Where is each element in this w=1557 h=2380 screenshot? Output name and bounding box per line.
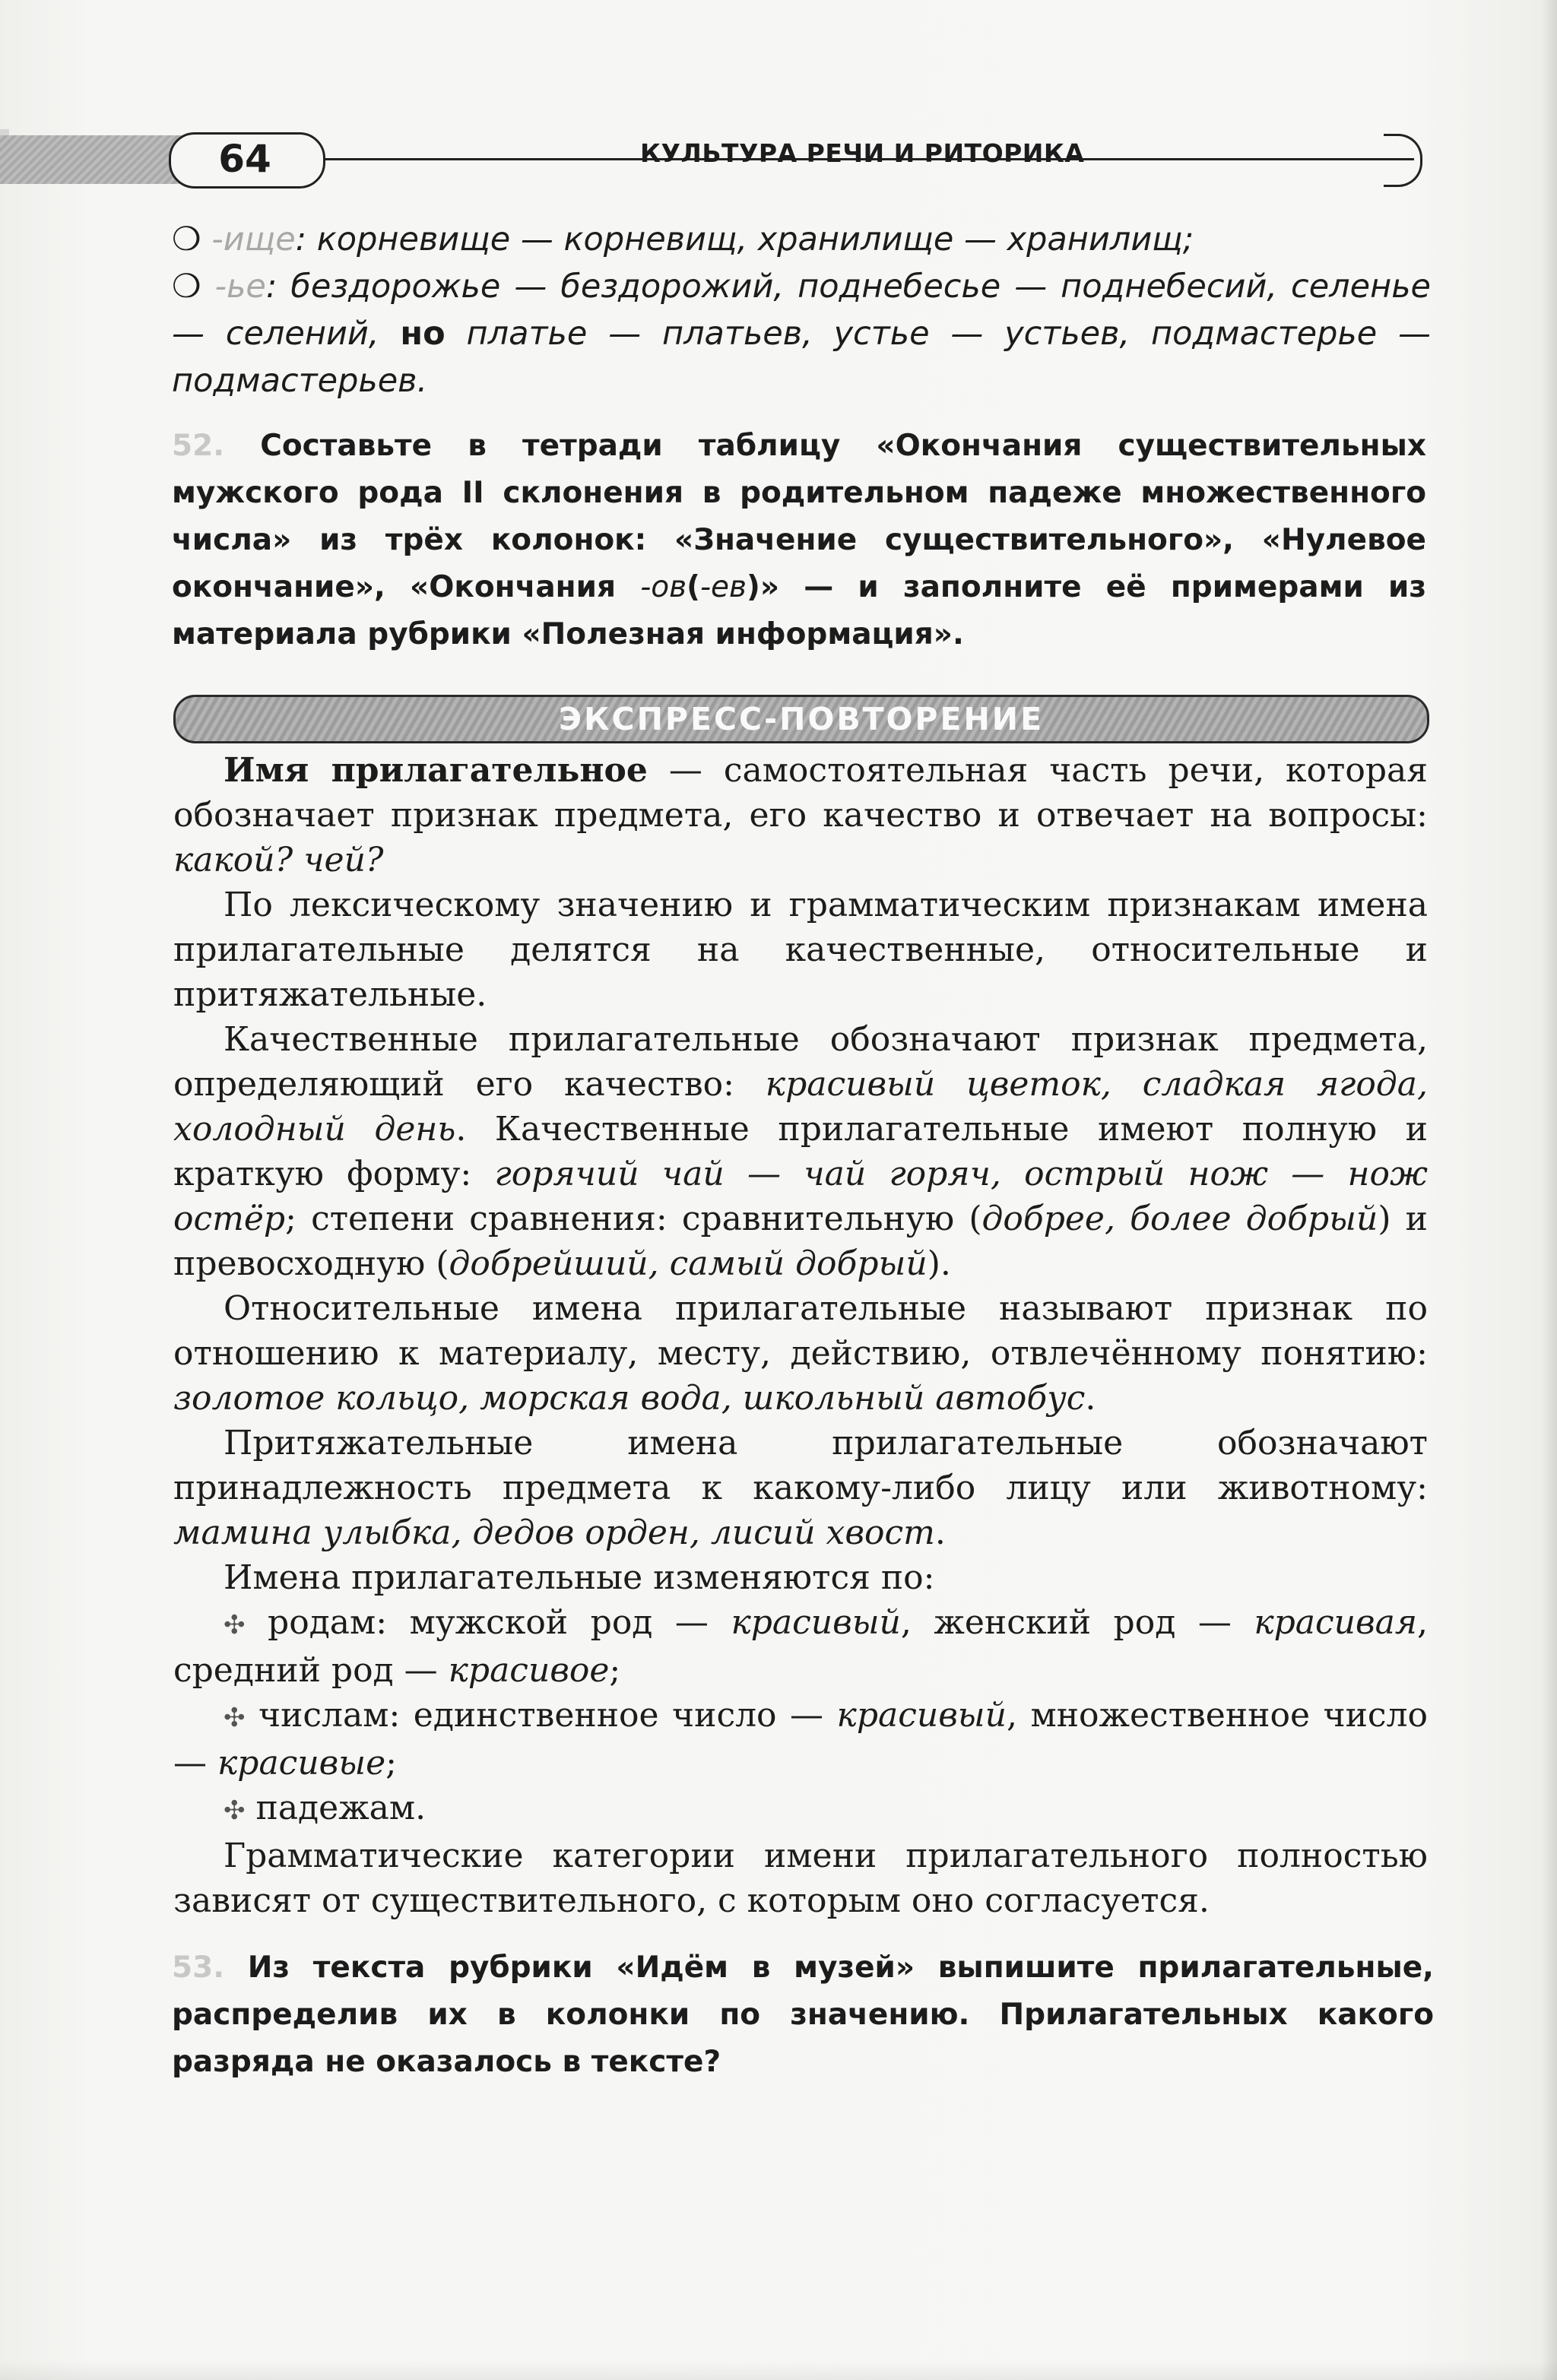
- paragraph-text: , множественное число —: [173, 1696, 1428, 1783]
- header-right-cap: [1384, 134, 1422, 187]
- term: Имя прилагательное: [224, 751, 648, 790]
- conjunction: но: [400, 315, 446, 353]
- paragraph-text: .: [1085, 1379, 1096, 1418]
- task-52: [172, 423, 1426, 658]
- endings-examples: [172, 216, 1431, 404]
- paragraph-text: — самостоятельная часть речи, которая обозначает признак предмета, его качество и отвечает на вопросы:: [173, 751, 1428, 835]
- flower-bullet-icon: ✣: [224, 1610, 246, 1640]
- page-header: [0, 128, 1429, 192]
- example: красивый: [731, 1603, 901, 1642]
- paragraph: [173, 1286, 1428, 1421]
- paragraph: [173, 1017, 1428, 1286]
- task-suffix: -ов: [640, 570, 687, 604]
- endings-line-ishche: [172, 216, 1431, 263]
- paragraph-text: ) и превосходную (: [173, 1200, 1428, 1283]
- paragraph-text: родам: мужской род —: [268, 1603, 731, 1642]
- task-text: Из текста рубрики «Идём в музей» выпишите прилагательные, распределив их в колонки по значению. Прилагательных какого разряда не оказалось в тексте?: [172, 1951, 1434, 2079]
- task-number: 52.: [172, 429, 225, 463]
- endings-text: : бездорожье — бездорожий, поднебесье — поднебесий, селенье — селений,: [172, 268, 1431, 353]
- example: золотое кольцо, морская вода, школьный автобус: [173, 1379, 1086, 1418]
- task-text: )» — и заполните её примерами из материала рубрики «Полезная информация».: [172, 570, 1426, 651]
- running-title: КУЛЬТУРА РЕЧИ И РИТОРИКА: [640, 138, 1085, 168]
- circle-bullet-icon: ❍: [172, 220, 201, 258]
- example: красивый: [836, 1696, 1007, 1735]
- flower-bullet-icon: ✣: [224, 1703, 246, 1733]
- paragraph: По лексическому значению и грамматическим признакам имена прилагательные делятся на качественные, относительные и притяжательные.: [173, 886, 1428, 1014]
- flower-bullet-icon: ✣: [224, 1795, 246, 1826]
- paragraph-text: , женский род —: [900, 1603, 1254, 1642]
- example: горячий чай — чай горяч, острый нож — нож остёр: [173, 1155, 1428, 1238]
- example: красивое: [448, 1651, 610, 1690]
- page-number: 64: [218, 137, 271, 181]
- list-item: [173, 1786, 1428, 1833]
- circle-bullet-icon: ❍: [172, 268, 201, 306]
- header-gray-tab: [0, 135, 190, 184]
- task-text: (: [687, 570, 700, 604]
- paragraph-text: ;: [385, 1744, 397, 1783]
- paragraph-text: Притяжательные имена прилагательные обозначают принадлежность предмета к какому-либо лицу или животному:: [173, 1424, 1428, 1507]
- example: добрее, более добрый: [981, 1200, 1378, 1238]
- paragraph-text: ; степени сравнения: сравнительную (: [285, 1200, 982, 1238]
- paragraph-text: , средний род —: [173, 1603, 1428, 1690]
- page-edge-shadow: [1540, 0, 1557, 2380]
- express-review-banner: [173, 695, 1429, 743]
- paragraph-text: ).: [927, 1244, 951, 1283]
- endings-text: : корневище — корневищ, хранилище — хранилищ;: [295, 220, 1194, 258]
- paragraph-text: .: [934, 1513, 946, 1552]
- paragraph-text: Качественные прилагательные обозначают признак предмета, определяющий его качество:: [173, 1020, 1428, 1104]
- paragraph-text: . Качественные прилагательные имеют полную и краткую форму:: [173, 1110, 1428, 1193]
- paragraph: Имена прилагательные изменяются по:: [224, 1558, 935, 1597]
- example: какой? чей?: [173, 841, 384, 879]
- page-bottom-shadow: [0, 2360, 1557, 2380]
- paragraph-text: ;: [609, 1651, 621, 1690]
- example: красивая: [1254, 1603, 1417, 1642]
- paragraph: Грамматические категории имени прилагательного полностью зависят от существительного, с которым оно согласуется.: [173, 1836, 1428, 1920]
- paragraph-text: числам: единственное число —: [258, 1696, 837, 1735]
- task-53: [172, 1944, 1434, 2086]
- task-number: 53.: [172, 1951, 225, 1985]
- express-review-text: [173, 748, 1428, 1923]
- example: добрейший, самый добрый: [449, 1244, 928, 1283]
- task-text: Составьте в тетради таблицу «Окончания существительных мужского рода II склонения в родительном падеже множественного числа» из трёх колонок: «Значение существительного», «Нулевое окончание», «Окончания: [172, 429, 1426, 604]
- endings-line-ye: [172, 263, 1431, 404]
- suffix-label: -ище: [211, 220, 296, 258]
- paragraph: [173, 748, 1428, 883]
- paragraph-text: Относительные имена прилагательные называют признак по отношению к материалу, месту, действию, отвлечённому понятию:: [173, 1289, 1428, 1373]
- endings-text: платье — платьев, устье — устьев, подмастерье — подмастерьев.: [172, 315, 1431, 400]
- banner-label: ЭКСПРЕСС-ПОВТОРЕНИЕ: [558, 701, 1045, 737]
- list-item: [173, 1600, 1428, 1693]
- task-suffix: -ев: [699, 570, 747, 604]
- paragraph: [173, 1421, 1428, 1555]
- suffix-label: -ье: [214, 268, 266, 306]
- list-item: [173, 1693, 1428, 1786]
- example: красивые: [217, 1744, 386, 1783]
- example: мамина улыбка, дедов орден, лисий хвост: [173, 1513, 935, 1552]
- example: красивый цветок, сладкая ягода, холодный день: [173, 1065, 1428, 1149]
- paragraph-text: падежам.: [255, 1789, 427, 1827]
